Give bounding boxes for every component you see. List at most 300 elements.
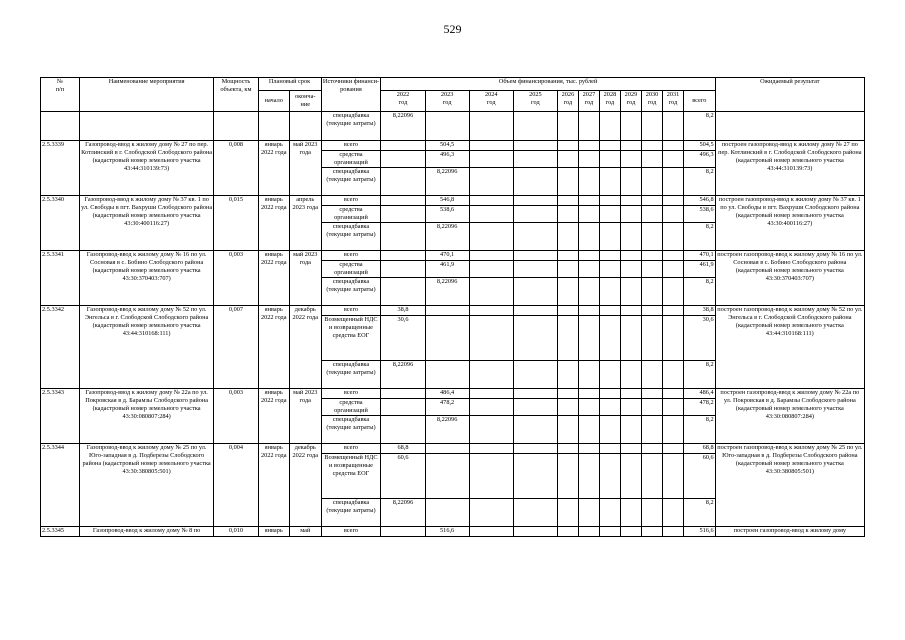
term-end: апрель 2023 года: [290, 196, 322, 251]
header-year: 2023 год: [425, 91, 469, 112]
financing-table: [40, 77, 865, 537]
value-2023: [425, 316, 469, 361]
value-empty: [578, 141, 599, 151]
value-2023: 8,22096: [425, 168, 469, 196]
value-empty: [620, 151, 641, 168]
value-2022: [381, 389, 425, 399]
source-cell: средства организаций: [321, 261, 381, 278]
value-2022: 30,6: [381, 316, 425, 361]
value-empty: [663, 251, 684, 261]
value-total: 478,2: [684, 399, 716, 416]
value-2023: 504,5: [425, 141, 469, 151]
source-cell: спецнадбавка (текущие затраты): [321, 112, 381, 141]
value-empty: [641, 251, 662, 261]
value-empty: [469, 141, 513, 151]
value-empty: [641, 306, 662, 316]
header-volume: Объем финансирования, тыс. рублей: [381, 78, 715, 91]
value-empty: [513, 168, 557, 196]
term-end: май 2023 года: [290, 389, 322, 444]
value-empty: [469, 416, 513, 444]
value-total: 516,6: [684, 527, 716, 537]
value-empty: [599, 206, 620, 223]
value-empty: [513, 399, 557, 416]
value-empty: [663, 527, 684, 537]
value-total: 60,6: [684, 454, 716, 499]
capacity: 0,004: [214, 444, 258, 527]
value-empty: [513, 316, 557, 361]
value-empty: [513, 444, 557, 454]
value-total: 38,8: [684, 306, 716, 316]
term-start: январь 2022 года: [258, 389, 290, 444]
value-2023: [425, 499, 469, 527]
value-empty: [620, 168, 641, 196]
value-total: 8,2: [684, 361, 716, 389]
source-cell: спецнадбавка (текущие затраты): [321, 361, 381, 389]
header-year: 2025 год: [513, 91, 557, 112]
value-empty: [557, 196, 578, 206]
value-empty: [578, 399, 599, 416]
source-cell: спецнадбавка (текущие затраты): [321, 223, 381, 251]
value-empty: [578, 261, 599, 278]
value-empty: [663, 416, 684, 444]
source-cell: спецнадбавка (текущие затраты): [321, 278, 381, 306]
value-2022: [381, 261, 425, 278]
value-2023: 496,3: [425, 151, 469, 168]
value-2023: 8,22096: [425, 416, 469, 444]
term-end: май 2023 года: [290, 141, 322, 196]
value-empty: [641, 278, 662, 306]
expected-result: построен газопровод-ввод к жилому дому № 16 по ул. Сосновая в с. Бобино Слободского района (кадастровый номер земельного участка 43:30:370403:707): [715, 251, 864, 306]
value-2023: 538,6: [425, 206, 469, 223]
expected-result: построен газопровод-ввод к жилому дому: [715, 527, 864, 537]
source-cell: всего: [321, 196, 381, 206]
value-empty: [469, 151, 513, 168]
value-empty: [620, 361, 641, 389]
value-empty: [663, 206, 684, 223]
value-empty: [513, 206, 557, 223]
value-2022: 8,22096: [381, 499, 425, 527]
value-empty: [578, 389, 599, 399]
value-empty: [513, 306, 557, 316]
value-empty: [641, 141, 662, 151]
term-start: январь 2022 года: [258, 444, 290, 527]
term-start: январь 2022 года: [258, 251, 290, 306]
value-empty: [557, 389, 578, 399]
value-empty: [557, 454, 578, 499]
measure-name: Газопровод-ввод к жилому дому № 37 кв. 1 по ул. Свободы в пгт. Вахруши Слободского района (кадастровый номер земельного участка 43:30:400116:27): [79, 196, 214, 251]
value-2022: [381, 399, 425, 416]
value-empty: [599, 278, 620, 306]
value-2023: [425, 306, 469, 316]
value-total: 486,4: [684, 389, 716, 399]
value-empty: [469, 206, 513, 223]
term-start: январь 2022 года: [258, 306, 290, 389]
value-empty: [641, 399, 662, 416]
header-capacity: Мощность объекта, км: [214, 78, 258, 112]
value-empty: [578, 168, 599, 196]
term-start: январь: [258, 527, 290, 537]
value-empty: [578, 306, 599, 316]
value-empty: [578, 223, 599, 251]
value-empty: [620, 389, 641, 399]
value-empty: [469, 278, 513, 306]
value-2022: [381, 168, 425, 196]
value-empty: [641, 416, 662, 444]
value-empty: [641, 223, 662, 251]
value-empty: [513, 141, 557, 151]
value-empty: [620, 444, 641, 454]
row-number: 2.5.3343: [41, 389, 80, 444]
header-sources: Источники финанси- рования: [321, 78, 381, 112]
table-row: [41, 251, 865, 261]
value-empty: [557, 361, 578, 389]
value-empty: [599, 151, 620, 168]
expected-result: построен газопровод-ввод к жилому дому № 52 по ул. Энгельса в г. Слободской Слободского района (кадастровый номер земельного участка 43:44:310168:111): [715, 306, 864, 389]
value-empty: [663, 196, 684, 206]
value-empty: [663, 454, 684, 499]
value-empty: [663, 499, 684, 527]
header-year: 2029 год: [620, 91, 641, 112]
value-total: 30,6: [684, 316, 716, 361]
value-total: 546,8: [684, 196, 716, 206]
value-empty: [599, 444, 620, 454]
header-num: № п/п: [41, 78, 80, 112]
value-total: 8,2: [684, 499, 716, 527]
table-row: [41, 141, 865, 151]
row-number: 2.5.3341: [41, 251, 80, 306]
value-2023: 486,4: [425, 389, 469, 399]
value-empty: [469, 454, 513, 499]
source-cell: Возмещенный НДС и возвращенные средства ЕОГ: [321, 454, 381, 499]
value-empty: [578, 361, 599, 389]
value-empty: [557, 306, 578, 316]
value-empty: [557, 416, 578, 444]
header-year: 2024 год: [469, 91, 513, 112]
value-total: 68,8: [684, 444, 716, 454]
value-empty: [641, 499, 662, 527]
value-total: 8,2: [684, 168, 716, 196]
value-empty: [469, 389, 513, 399]
value-empty: [663, 444, 684, 454]
value-2022: [381, 416, 425, 444]
header-year: 2031 год: [663, 91, 684, 112]
value-empty: [663, 278, 684, 306]
source-cell: всего: [321, 141, 381, 151]
value-empty: [620, 206, 641, 223]
value-empty: [469, 196, 513, 206]
row-number: 2.5.3339: [41, 141, 80, 196]
value-empty: [620, 416, 641, 444]
source-cell: средства организаций: [321, 206, 381, 223]
value-empty: [599, 251, 620, 261]
value-empty: [641, 261, 662, 278]
value-empty: [641, 151, 662, 168]
table-row: [41, 112, 865, 141]
value-empty: [469, 261, 513, 278]
value-2023: 461,9: [425, 261, 469, 278]
value-empty: [557, 261, 578, 278]
value-2023: 516,6: [425, 527, 469, 537]
row-number: 2.5.3342: [41, 306, 80, 389]
source-cell: всего: [321, 389, 381, 399]
source-cell: всего: [321, 444, 381, 454]
value-2022: [381, 206, 425, 223]
capacity: 0,010: [214, 527, 258, 537]
value-empty: [641, 206, 662, 223]
value-empty: [599, 389, 620, 399]
value-empty: [663, 399, 684, 416]
value-empty: [620, 251, 641, 261]
value-empty: [663, 316, 684, 361]
value-empty: [620, 316, 641, 361]
measure-name: Газопровод-ввод к жилому дому № 25 по ул. Юго-западная в д. Подберезы Слободского района (кадастровый номер земельного участка 43:30:380805:501): [79, 444, 214, 527]
header-term-end: оконча- ние: [290, 91, 322, 112]
header-name: Наименование мероприятия: [79, 78, 214, 112]
expected-result: построен газопровод-ввод к жилому дому № 22а по ул. Покровская в д. Барамзы Слободского района (кадастровый номер земельного участка 43:30:080807:284): [715, 389, 864, 444]
value-empty: [599, 306, 620, 316]
value-empty: [513, 454, 557, 499]
value-empty: [513, 416, 557, 444]
value-empty: [469, 306, 513, 316]
header-total: всего: [684, 91, 716, 112]
value-empty: [557, 499, 578, 527]
value-empty: [469, 399, 513, 416]
value-empty: [469, 499, 513, 527]
source-cell: Возмещенный НДС и возвращенные средства ЕОГ: [321, 316, 381, 361]
value-total: 538,6: [684, 206, 716, 223]
source-cell: всего: [321, 251, 381, 261]
value-empty: [513, 251, 557, 261]
value-empty: [557, 223, 578, 251]
measure-name: Газопровод-ввод к жилому дому № 52 по ул. Энгельса в г. Слободской Слободского района (кадастровый номер земельного участка 43:44:310168:111): [79, 306, 214, 389]
value-empty: [620, 223, 641, 251]
term-start: январь 2022 года: [258, 141, 290, 196]
value-empty: [557, 527, 578, 537]
expected-result: построен газопровод-ввод к жилому дому № 27 по пер. Котлинский в г. Слободской Слободского района (кадастровый номер земельного участка 43:44:310139:73): [715, 141, 864, 196]
value-empty: [578, 316, 599, 361]
value-empty: [599, 316, 620, 361]
value-2022: 38,8: [381, 306, 425, 316]
value-empty: [557, 141, 578, 151]
value-empty: [620, 499, 641, 527]
value-2022: [381, 251, 425, 261]
value-empty: [557, 168, 578, 196]
value-total: 504,5: [684, 141, 716, 151]
value-empty: [641, 316, 662, 361]
value-2023: 546,8: [425, 196, 469, 206]
capacity: 0,003: [214, 389, 258, 444]
header-year: 2028 год: [599, 91, 620, 112]
value-2022: [381, 196, 425, 206]
row-number: 2.5.3340: [41, 196, 80, 251]
table-row: [41, 389, 865, 399]
value-empty: [641, 168, 662, 196]
value-empty: [578, 251, 599, 261]
term-end: декабрь 2022 года: [290, 444, 322, 527]
value-empty: [599, 141, 620, 151]
value-2022: 68,8: [381, 444, 425, 454]
value-empty: [641, 196, 662, 206]
value-empty: [513, 196, 557, 206]
value-empty: [599, 223, 620, 251]
capacity: 0,007: [214, 306, 258, 389]
value-empty: [663, 361, 684, 389]
row-number: 2.5.3344: [41, 444, 80, 527]
measure-name: Газопровод-ввод к жилому дому № 8 по: [79, 527, 214, 537]
expected-result: построен газопровод-ввод к жилому дому № 37 кв. 1 по ул. Свободы в пгт. Вахруши Слободского района (кадастровый номер земельного участка 43:30:400116:27): [715, 196, 864, 251]
value-empty: [599, 499, 620, 527]
value-empty: [469, 316, 513, 361]
value-empty: [578, 278, 599, 306]
value-empty: [469, 527, 513, 537]
value-empty: [578, 444, 599, 454]
value-empty: [469, 223, 513, 251]
value-empty: [663, 223, 684, 251]
value-total: 8,2: [684, 223, 716, 251]
value-empty: [557, 251, 578, 261]
value-empty: [513, 527, 557, 537]
value-empty: [469, 168, 513, 196]
value-empty: [513, 389, 557, 399]
value-empty: [663, 389, 684, 399]
page-number: 529: [443, 22, 462, 36]
value-2023: [425, 444, 469, 454]
value-2022: [381, 141, 425, 151]
value-empty: [599, 196, 620, 206]
value-empty: [513, 223, 557, 251]
value-empty: [663, 151, 684, 168]
value-empty: [620, 261, 641, 278]
value-empty: [663, 261, 684, 278]
header-year: 2022 год: [381, 91, 425, 112]
table-row: [41, 527, 865, 537]
table-row: [41, 306, 865, 316]
value-2022: [381, 223, 425, 251]
term-start: январь 2022 года: [258, 196, 290, 251]
header-result: Ожидаемый результат: [715, 78, 864, 112]
value-2023: 470,1: [425, 251, 469, 261]
value-empty: [599, 416, 620, 444]
value-empty: [513, 361, 557, 389]
source-cell: спецнадбавка (текущие затраты): [321, 168, 381, 196]
value-empty: [578, 499, 599, 527]
value-2022: 60,6: [381, 454, 425, 499]
value-empty: [620, 196, 641, 206]
value-empty: [620, 306, 641, 316]
value-empty: [513, 261, 557, 278]
value-total: 470,1: [684, 251, 716, 261]
value-2022: 8,22096: [381, 361, 425, 389]
value-empty: [641, 389, 662, 399]
value-2022: 8,22096: [381, 112, 425, 141]
header-term: Плановый срок: [258, 78, 321, 91]
header-year: 2027 год: [578, 91, 599, 112]
value-empty: [599, 168, 620, 196]
value-empty: [513, 278, 557, 306]
value-empty: [620, 399, 641, 416]
header-year: 2026 год: [557, 91, 578, 112]
value-total: 461,9: [684, 261, 716, 278]
value-2022: [381, 151, 425, 168]
value-empty: [557, 316, 578, 361]
value-empty: [599, 261, 620, 278]
value-empty: [557, 444, 578, 454]
value-total: 8,2: [684, 112, 716, 141]
source-cell: всего: [321, 527, 381, 537]
table-row: [41, 444, 865, 454]
value-empty: [599, 399, 620, 416]
value-empty: [663, 306, 684, 316]
source-cell: средства организаций: [321, 151, 381, 168]
value-empty: [578, 196, 599, 206]
value-total: 8,2: [684, 416, 716, 444]
value-empty: [620, 454, 641, 499]
value-empty: [513, 151, 557, 168]
measure-name: Газопровод-ввод к жилому дому № 22а по ул. Покровская в д. Барамзы Слободского района (кадастровый номер земельного участка 43:30:080807:284): [79, 389, 214, 444]
term-end: май: [290, 527, 322, 537]
value-empty: [469, 251, 513, 261]
value-empty: [663, 168, 684, 196]
value-empty: [620, 527, 641, 537]
source-cell: всего: [321, 306, 381, 316]
value-2022: [381, 527, 425, 537]
value-empty: [599, 527, 620, 537]
value-2023: [425, 361, 469, 389]
value-empty: [620, 141, 641, 151]
expected-result: построен газопровод-ввод к жилому дому № 25 по ул. Юго-западная в д. Подберезы Слободского района (кадастровый номер земельного участка 43:30:380805:501): [715, 444, 864, 527]
value-empty: [557, 278, 578, 306]
value-total: 8,2: [684, 278, 716, 306]
value-empty: [513, 499, 557, 527]
value-empty: [578, 206, 599, 223]
value-empty: [641, 527, 662, 537]
row-number: 2.5.3345: [41, 527, 80, 537]
header-year: 2030 год: [641, 91, 662, 112]
source-cell: средства организаций: [321, 399, 381, 416]
measure-name: Газопровод-ввод к жилому дому № 27 по пер. Котлинский в г. Слободской Слободского района (кадастровый номер земельного участка 43:44:310139:73): [79, 141, 214, 196]
header-term-start: начало: [258, 91, 290, 112]
table-row: [41, 196, 865, 206]
source-cell: спецнадбавка (текущие затраты): [321, 499, 381, 527]
value-empty: [469, 361, 513, 389]
value-empty: [578, 454, 599, 499]
capacity: 0,008: [214, 141, 258, 196]
value-empty: [620, 278, 641, 306]
term-end: май 2023 года: [290, 251, 322, 306]
value-2023: 8,22096: [425, 223, 469, 251]
value-empty: [578, 527, 599, 537]
value-empty: [578, 151, 599, 168]
value-2023: [425, 454, 469, 499]
value-empty: [557, 399, 578, 416]
value-empty: [557, 151, 578, 168]
value-empty: [578, 416, 599, 444]
source-cell: спецнадбавка (текущие затраты): [321, 416, 381, 444]
value-empty: [641, 444, 662, 454]
value-total: 496,3: [684, 151, 716, 168]
capacity: 0,015: [214, 196, 258, 251]
value-empty: [663, 141, 684, 151]
value-2022: [381, 278, 425, 306]
capacity: 0,003: [214, 251, 258, 306]
measure-name: Газопровод-ввод к жилому дому № 16 по ул. Сосновая в с. Бобино Слободского района (кадастровый номер земельного участка 43:30:370403:707): [79, 251, 214, 306]
value-empty: [641, 454, 662, 499]
value-empty: [557, 206, 578, 223]
value-empty: [599, 361, 620, 389]
value-2023: 478,2: [425, 399, 469, 416]
value-2023: 8,22096: [425, 278, 469, 306]
value-empty: [599, 454, 620, 499]
